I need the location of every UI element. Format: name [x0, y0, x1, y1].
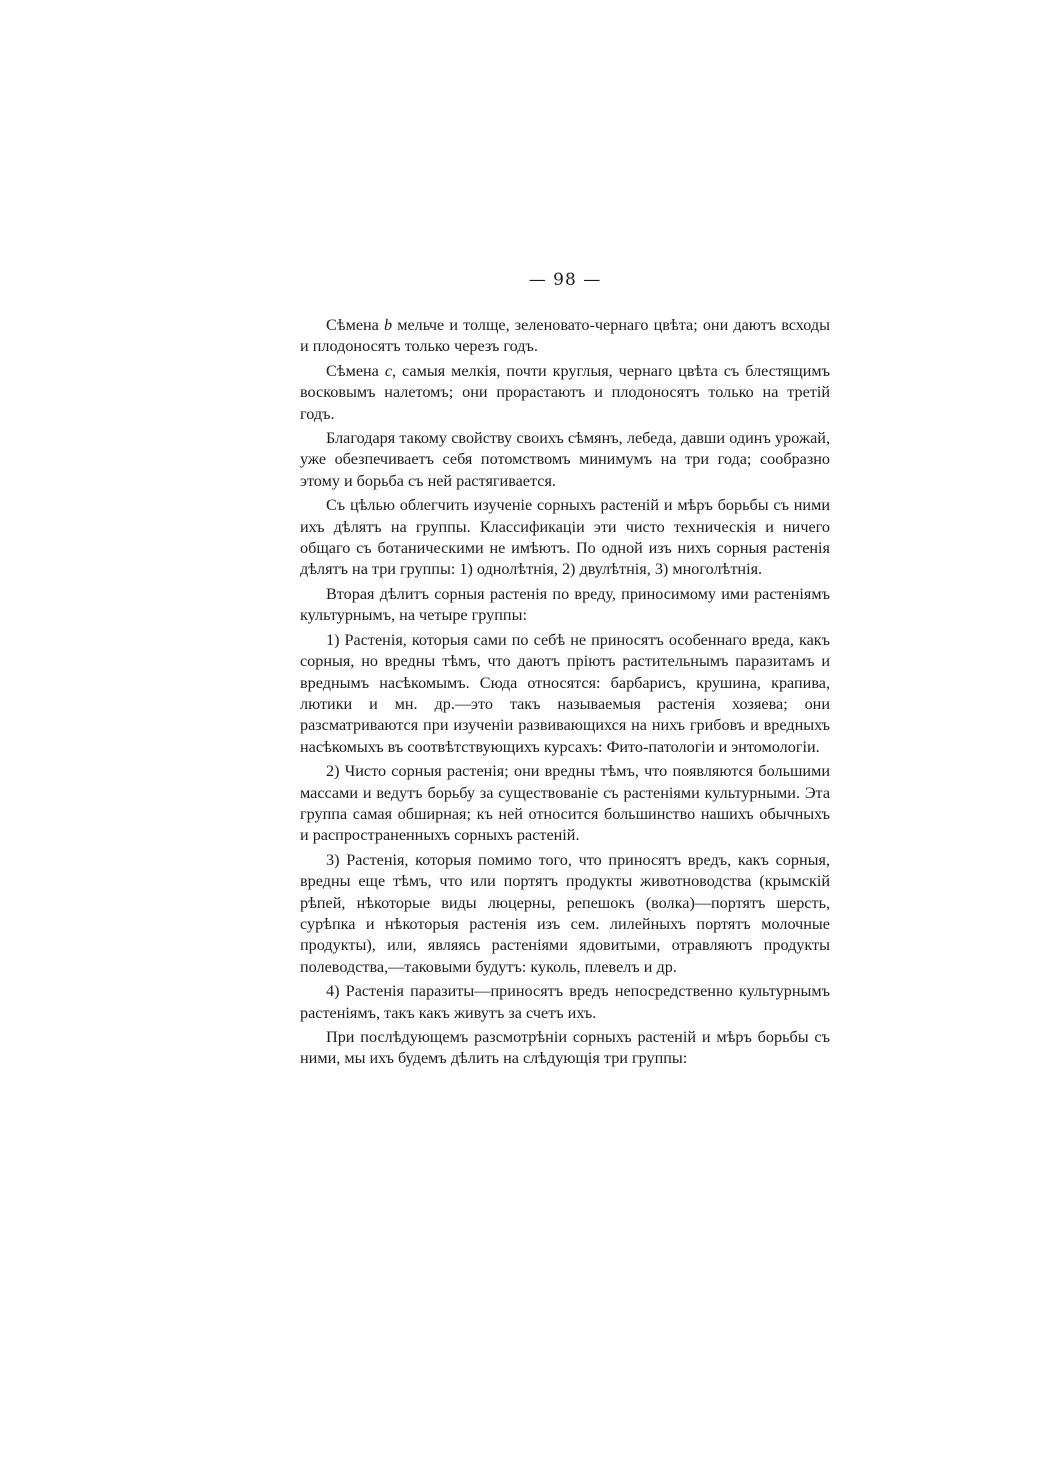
paragraph-group-3: 3) Растенія, которыя помимо того, что приносятъ вредъ, какъ сорныя, вредны еще тѣмъ, что или портятъ продукты животноводства (крымскій рѣпей, нѣкоторые виды люцерны, репешокъ (волка)—портятъ шерсть, сурѣпка и нѣкоторыя растенія изъ сем. лилейныхъ портятъ молочные продукты), или, являясь растеніями ядовитыми, отравляютъ продукты полеводства,—таковыми будутъ: куколь, плевелъ и др.	[300, 850, 830, 976]
paragraph-text-start: Сѣмена	[326, 361, 385, 380]
paragraph-seed-property: Благодаря такому свойству своихъ сѣмянъ, лебеда, давши одинъ урожай, уже обезпечиваетъ себя потомствомъ минимумъ на три года; сообразно этому и борьба съ ней растягивается.	[300, 429, 830, 490]
seed-label-b: b	[384, 316, 393, 334]
paragraph-second-classification: Вторая дѣлитъ сорныя растенія по вреду, приносимому ими растеніямъ культурнымъ, на четыре группы:	[300, 584, 830, 625]
body-text	[300, 315, 830, 1073]
paragraph-text-rest: , самыя мелкія, почти круглыя, чернаго цвѣта съ блестящимъ восковымъ налетомъ; они прорастаютъ и плодоносятъ только на третій годъ.	[300, 361, 830, 423]
paragraph-text-rest: мельче и толще, зеленовато-чернаго цвѣта; они даютъ всходы и плодоносятъ только черезъ годъ.	[300, 316, 830, 356]
page-number: — 98 —	[528, 270, 602, 290]
paragraph-seeds-b	[300, 315, 830, 358]
paragraph-subsequent: При послѣдующемъ разсмотрѣніи сорныхъ растеній и мѣръ борьбы съ ними, мы ихъ будемъ дѣлить на слѣдующія три группы:	[300, 1028, 830, 1068]
seed-label-c: c	[384, 361, 393, 380]
paragraph-group-2: 2) Чисто сорныя растенія; они вредны тѣмъ, что появляются большими массами и ведутъ борьбу за существованіе съ растеніями культурными. Эта группа самая обширная; къ ней относится большинство нашихъ обычныхъ и распространенныхъ сорныхъ растеній.	[300, 762, 830, 845]
paragraph-group-1: 1) Растенія, которыя сами по себѣ не приносятъ особеннаго вреда, какъ сорныя, но вредны тѣмъ, что даютъ пріютъ растительнымъ паразитамъ и вреднымъ насѣкомымъ. Сюда относятся: барбарисъ, крушина, крапива, лютики и мн. др.—это такъ называемыя растенія хозяева; они разсматриваются при изученіи развивающихся на нихъ грибовъ и вредныхъ насѣкомыхъ въ соотвѣтствующихъ курсахъ: Фито-патологіи и энтомологіи.	[300, 630, 830, 756]
paragraph-classification-intro: Съ цѣлью облегчить изученіе сорныхъ растеній и мѣръ борьбы съ ними ихъ дѣлятъ на группы. Классификаціи эти чисто техническія и ничего общаго съ ботаническими не имѣютъ. По одной изъ нихъ сорныя растенія дѣлятъ на три группы: 1) однолѣтнія, 2) двулѣтнія, 3) многолѣтнія.	[300, 496, 830, 579]
paragraph-seeds-c	[300, 361, 830, 425]
paragraph-text-start: Сѣмена	[326, 316, 384, 334]
paragraph-group-4: 4) Растенія паразиты—приносятъ вредъ непосредственно культурнымъ растеніямъ, такъ какъ живутъ за счетъ ихъ.	[300, 982, 830, 1022]
